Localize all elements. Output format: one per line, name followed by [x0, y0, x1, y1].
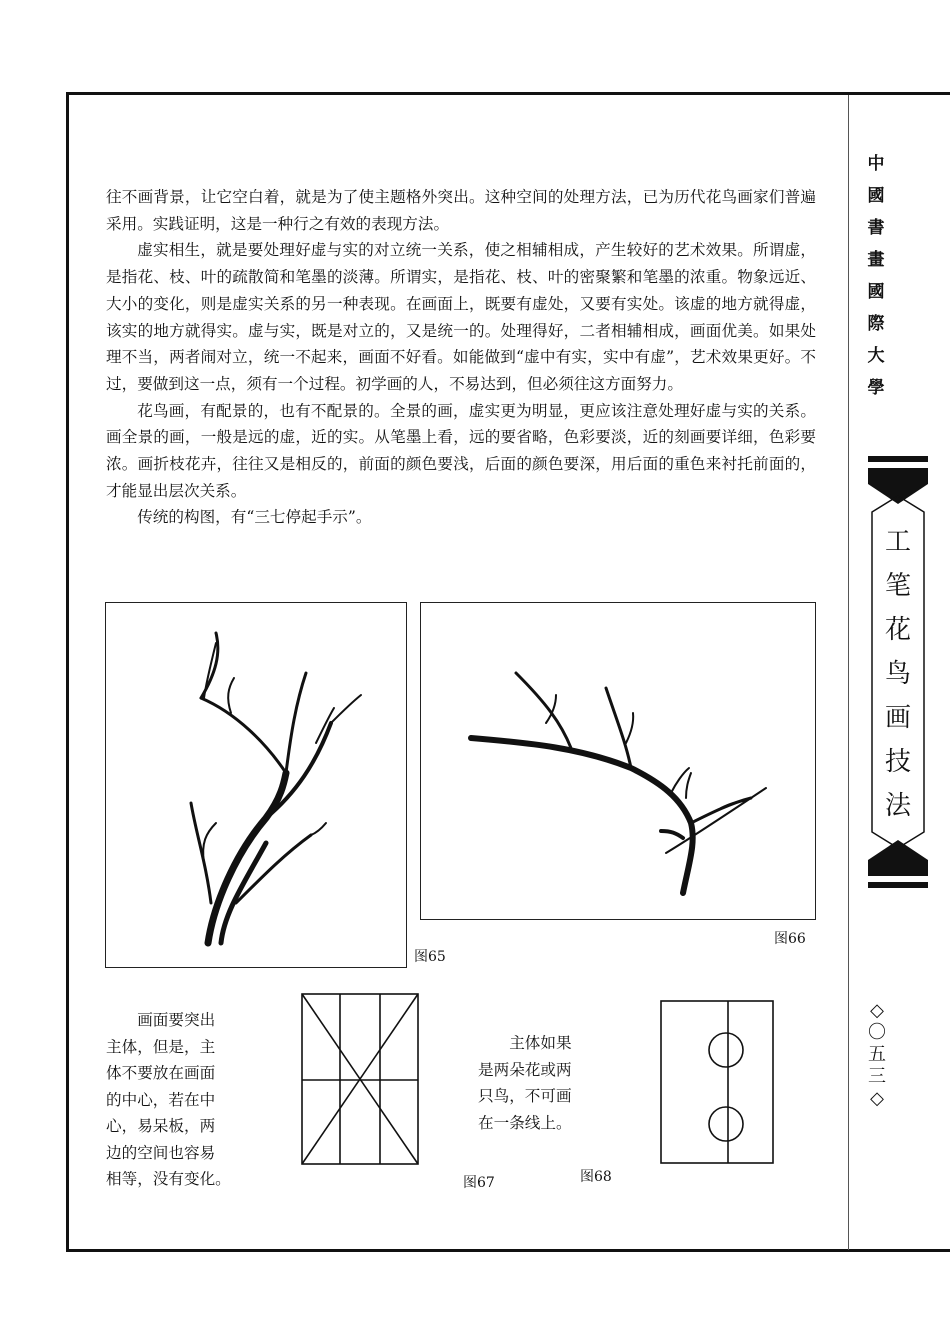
sidebar-divider: [848, 95, 849, 1250]
book-char-2: 笔: [884, 571, 911, 601]
book-char-1: 工: [884, 527, 911, 557]
book-char-3: 花: [884, 615, 911, 645]
page-number-diamond-top: ◇: [870, 1000, 884, 1021]
left-note-line-1: 画面要突出: [137, 1011, 216, 1029]
branch-drawing-65: [106, 603, 406, 967]
paragraph-2: 虚实相生，就是要处理好虚与实的对立统一关系，使之相辅相成，产生较好的艺术效果。所谓虚，是指花、枝、叶的疏散简和笔墨的淡薄。所谓实，是指花、枝、叶的密聚繁和笔墨的浓重。物象远近、大小的变化，则是虚实关系的另一种表现。在画面上，既要有虚处，又要有实处。该虚的地方就得虚，该实的地方就得实。虚与实，既是对立的，又是统一的。处理得好，二者相辅相成，画面优美。如果处理不当，两者闹对立，统一不起来，画面不好看。如能做到“虚中有实，实中有虚”，艺术效果更好。不过，要做到这一点，须有一个过程。初学画的人，不易达到，但必须往这方面努力。: [106, 241, 816, 393]
right-note-line-3: 只鸟，不可画: [478, 1087, 572, 1105]
book-char-5: 画: [884, 703, 911, 733]
page-number-digit-2: 五: [868, 1044, 886, 1065]
body-text: [106, 184, 816, 531]
figure-65-branch: [105, 602, 407, 968]
figure-68-caption: 图68: [580, 1169, 612, 1185]
series-char-1: 中: [867, 154, 885, 174]
left-note-line-4: 的中心，若在中: [106, 1090, 216, 1109]
page-number: [862, 1000, 892, 1110]
figure-68-diagram: [658, 998, 778, 1166]
right-note-line-1: 主体如果: [509, 1034, 572, 1052]
left-note-line-5: 心，易呆板，两: [106, 1117, 216, 1135]
series-char-7: 大: [867, 346, 885, 366]
book-char-7: 法: [884, 791, 911, 821]
figure-66-branch: [420, 602, 816, 920]
right-note-line-2: 是两朵花或两: [478, 1060, 572, 1079]
figure-67-caption: 图67: [463, 1175, 495, 1191]
left-note: [106, 1007, 246, 1193]
page-number-diamond-bottom: ◇: [870, 1088, 884, 1109]
right-note-line-4: 在一条线上。: [478, 1113, 572, 1132]
paragraph-4: 传统的构图，有“三七停起手示”。: [137, 508, 372, 527]
left-note-line-2: 主体，但是，主: [106, 1037, 216, 1056]
left-note-line-7: 相等，没有变化。: [106, 1170, 231, 1188]
composition-grid-diagram: [300, 992, 420, 1166]
figure-66-caption: 图66: [774, 931, 806, 947]
right-note: [478, 1030, 602, 1136]
series-char-5: 國: [867, 282, 885, 302]
series-char-6: 際: [867, 314, 885, 334]
figure-67-diagram: [300, 992, 420, 1166]
series-char-8: 學: [867, 378, 885, 398]
page-number-digit-3: 三: [868, 1066, 886, 1087]
branch-drawing-66: [421, 603, 815, 919]
series-char-2: 國: [867, 186, 885, 206]
book-char-4: 鸟: [884, 659, 911, 689]
book-title: [870, 520, 926, 828]
two-circles-diagram: [658, 998, 778, 1166]
series-char-4: 畫: [867, 250, 885, 270]
paragraph-1: 往不画背景，让它空白着，就是为了使主题格外突出。这种空间的处理方法，已为历代花鸟画家们普遍采用。实践证明，这是一种行之有效的表现方法。: [106, 188, 816, 233]
figure-65-caption: 图65: [414, 949, 446, 965]
page-number-digit-1: 〇: [868, 1022, 886, 1043]
series-char-3: 書: [867, 218, 885, 238]
left-note-line-3: 体不要放在画面: [106, 1064, 216, 1082]
series-title: [858, 148, 894, 404]
book-char-6: 技: [884, 747, 911, 777]
paragraph-3: 花鸟画，有配景的，也有不配景的。全景的画，虚实更为明显，更应该注意处理好虚与实的关系。画全景的画，一般是远的虚，近的实。从笔墨上看，远的要省略，色彩要淡，近的刻画要详细，色彩要浓。画折枝花卉，往往又是相反的，前面的颜色要浅，后面的颜色要深，用后面的重色来衬托前面的，才能显出层次关系。: [106, 401, 816, 500]
left-note-line-6: 边的空间也容易: [106, 1143, 216, 1162]
